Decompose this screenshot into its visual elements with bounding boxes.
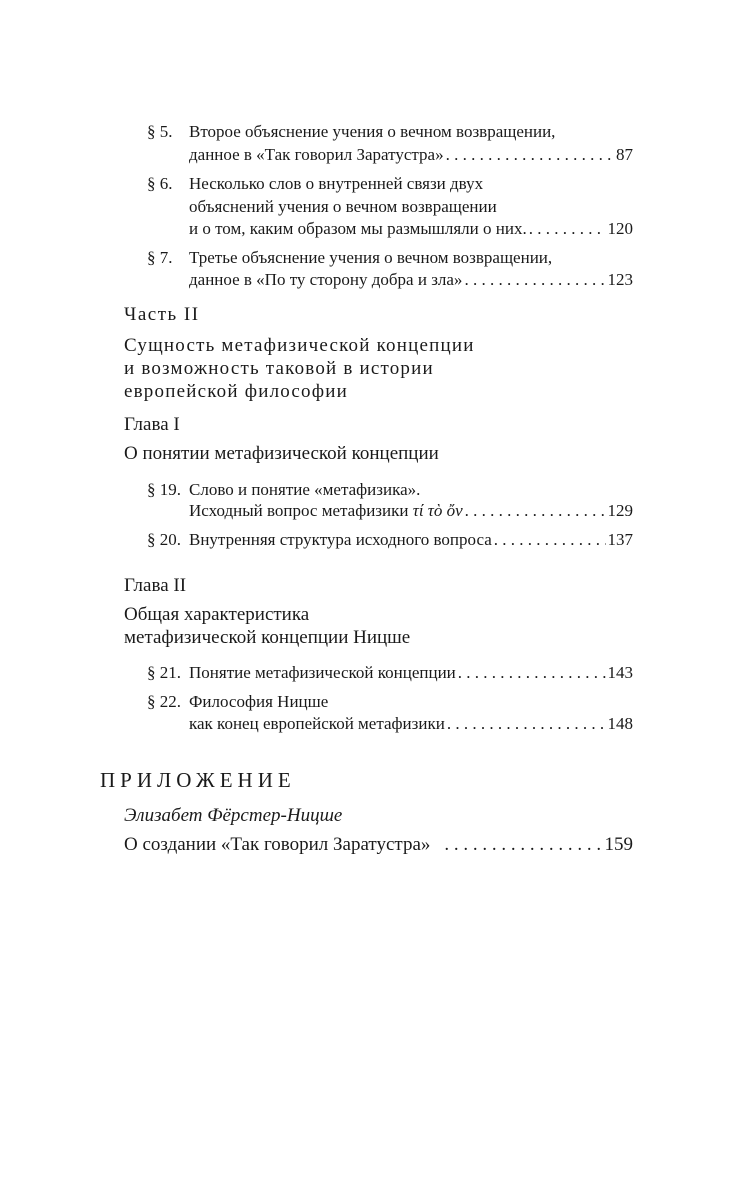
section-7-title-line-1[interactable]: Третье объяснение учения о вечном возвращении, bbox=[189, 248, 553, 267]
section-19-title-line-2 bbox=[189, 501, 463, 521]
page-number-159: 159 bbox=[604, 834, 633, 855]
leader-dots bbox=[444, 834, 600, 856]
page-number-120: 120 bbox=[607, 219, 633, 238]
chapter-1-label[interactable]: Глава I bbox=[124, 414, 180, 435]
section-22-title-line-2: как конец европейской метафизики bbox=[189, 714, 445, 733]
section-6-title-line-1[interactable]: Несколько слов о внутренней связи двух bbox=[189, 174, 484, 193]
section-number-22: § 22. bbox=[147, 692, 181, 711]
section-number-7: § 7. bbox=[147, 248, 173, 267]
section-5-title-line-1[interactable]: Второе объяснение учения о вечном возвращении, bbox=[189, 122, 556, 141]
section-19-title-text: Исходный вопрос метафизики bbox=[189, 501, 409, 520]
section-number-6: § 6. bbox=[147, 174, 173, 193]
chapter-2-title-line-1[interactable]: Общая характеристика bbox=[124, 604, 310, 625]
toc-entry-section-19[interactable] bbox=[189, 501, 633, 521]
page-number-123: 123 bbox=[607, 270, 633, 289]
section-number-21: § 21. bbox=[147, 663, 181, 682]
appendix-title: О создании «Так говорил Заратустра» bbox=[124, 834, 431, 855]
leader-dots bbox=[458, 663, 606, 683]
section-number-20: § 20. bbox=[147, 530, 181, 549]
section-7-title-line-2: данное в «По ту сторону добра и зла» bbox=[189, 270, 463, 289]
page-number-87: 87 bbox=[616, 145, 633, 164]
page-number-148: 148 bbox=[607, 714, 633, 733]
part-2-title-line-1[interactable]: Сущность метафизической концепции bbox=[124, 335, 475, 356]
part-2-label[interactable]: Часть II bbox=[124, 304, 200, 325]
chapter-2-label[interactable]: Глава II bbox=[124, 575, 187, 596]
page-number-143: 143 bbox=[607, 663, 633, 682]
toc-entry-section-5[interactable] bbox=[189, 145, 633, 165]
appendix-author: Элизабет Фёрстер-Ницше bbox=[124, 805, 343, 826]
greek-phrase: τί τὸ ὄν bbox=[412, 501, 463, 520]
section-number-19: § 19. bbox=[147, 480, 181, 499]
section-22-title-line-1[interactable]: Философия Ницше bbox=[189, 692, 329, 711]
section-21-title: Понятие метафизической концепции bbox=[189, 663, 456, 682]
leader-dots bbox=[447, 714, 606, 734]
section-number-5: § 5. bbox=[147, 122, 173, 141]
section-20-title: Внутренняя структура исходного вопроса bbox=[189, 530, 492, 549]
part-2-title-line-2[interactable]: и возможность таковой в истории bbox=[124, 358, 434, 379]
chapter-2-title-line-2[interactable]: метафизической концепции Ницше bbox=[124, 627, 411, 648]
section-19-title-line-1[interactable]: Слово и понятие «метафизика». bbox=[189, 480, 421, 499]
toc-entry-appendix[interactable] bbox=[124, 834, 633, 856]
section-6-title-line-2[interactable]: объяснений учения о вечном возвращении bbox=[189, 197, 497, 216]
section-5-title-line-2: данное в «Так говорил Заратустра» bbox=[189, 145, 444, 164]
page-number-129: 129 bbox=[607, 501, 633, 520]
leader-dots bbox=[465, 501, 606, 521]
toc-entry-section-22[interactable] bbox=[189, 714, 633, 734]
leader-dots bbox=[494, 530, 606, 550]
part-2-title-line-3[interactable]: европейской философии bbox=[124, 381, 349, 402]
toc-entry-section-20[interactable] bbox=[189, 530, 633, 550]
section-6-title-line-3: и о том, каким образом мы размышляли о них. bbox=[189, 219, 527, 238]
toc-entry-section-7[interactable] bbox=[189, 270, 633, 290]
leader-dots bbox=[446, 145, 614, 165]
toc-entry-section-6[interactable] bbox=[189, 219, 633, 239]
toc-entry-section-21[interactable] bbox=[189, 663, 633, 683]
chapter-1-title[interactable]: О понятии метафизической концепции bbox=[124, 443, 439, 464]
leader-dots bbox=[464, 270, 605, 290]
appendix-heading[interactable]: ПРИЛОЖЕНИЕ bbox=[100, 768, 296, 792]
page-number-137: 137 bbox=[607, 530, 633, 549]
leader-dots bbox=[529, 219, 606, 239]
